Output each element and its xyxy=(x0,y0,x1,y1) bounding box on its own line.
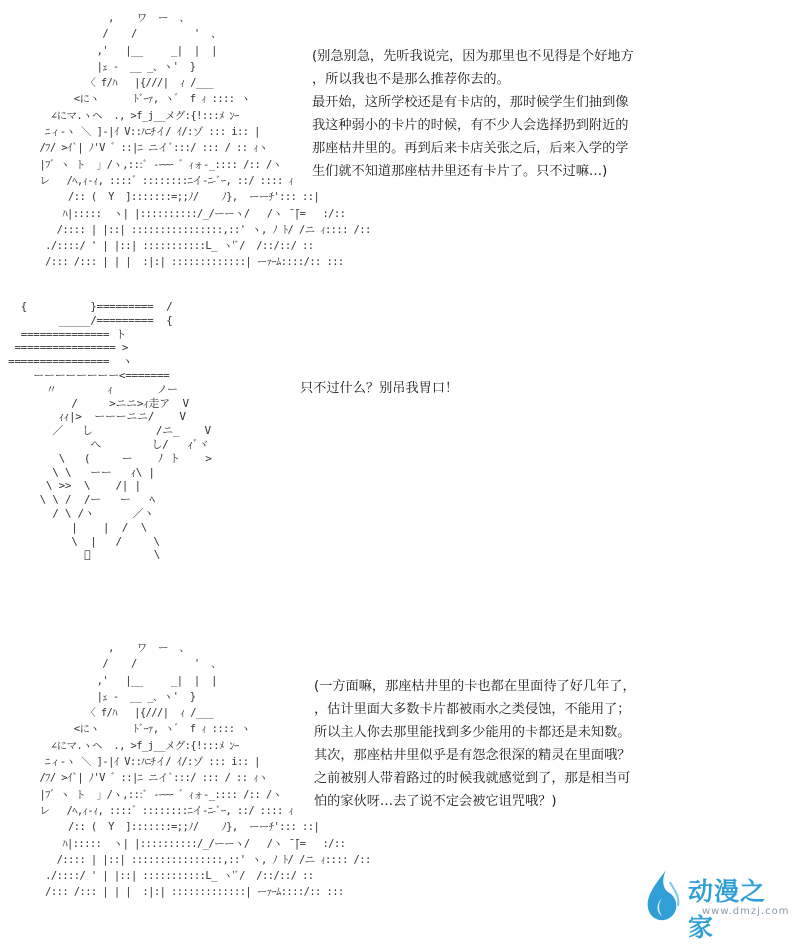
watermark-site-name: 动漫之家 xyxy=(688,877,767,942)
watermark-url: www.dmzj.com xyxy=(702,906,790,917)
dialogue-line: (一方面嘛，那座枯井里的卡也都在里面待了好几年了， xyxy=(314,679,636,694)
dialogue-line: 最开始，这所学校还是有卡店的，那时候学生们抽到像 xyxy=(312,94,629,110)
water-drop-logo-icon xyxy=(640,868,686,926)
dialogue-line: ，所以我也不是那么推荐你去的。 xyxy=(312,71,510,87)
site-watermark xyxy=(640,868,790,942)
dialogue-line: 其次，那座枯井里似乎是有怨念很深的精灵在里面哦？ xyxy=(314,747,631,763)
dialogue-line: 我这种弱小的卡片的时候，有不少人会选择扔到附近的 xyxy=(312,117,629,133)
ascii-art-character-middle: { }========= / _____/========= { ============== ト ================ > ================ ヽ ーーーーーーーー<======= 〃 ｨ ノー / >ニニ>ｨ走ア V ｨｨ|> ーーーニニ/ V ／ し /ニ_ V へ し/ ｨﾞヾ \ ( ー ﾉ ト > \ \ ーー ｨ\ | \ >> \ /| | \ \ / /ー ー ﾍ / \ /ヽ ／ヽ | | / \ \ | / \ ﾞ \ xyxy=(8,300,212,562)
dialogue-line: 生们就不知道那座枯井里还有卡片了。只不过嘛…) xyxy=(312,163,608,179)
dialogue-line-middle: 只不过什么？别吊我胃口！ xyxy=(300,381,459,396)
dialogue-line: ，估计里面大多数卡片都被雨水之类侵蚀，不能用了； xyxy=(314,701,631,717)
dialogue-block-bottom xyxy=(314,676,636,813)
dialogue-line: (别急别急，先听我说完，因为那里也不见得是个好地方 xyxy=(312,49,634,64)
ascii-art-character-top: , ワ ー 、 / / ' 、 ,' |__ _| | | |ｪ - __ _、ヽ' } 〈 f/ﾊ |{///| ｨ /___ <にヽ ﾄﾞｰｧ, ヽ゛ f ｨ :::: ヽ ∠にマ.ヽヘ ., >f_j__メグ:{!:::ﾒ ﾝｰ ﾆィ-ヽ ＼ ]-|ｲ V::ﾊﾆﾁイ/ ｲ/:ゾ ::: i:: | /ﾌ/ >ｲ`| ﾉ'V ゛::|ﾆ ニイﾞ:::/ ::: / :: ｨヽ |ﾌ゛ヽ ト 」/ヽ,:::ﾞ -ｰｰｰ ゛ｨォ-_:::: /:: /ヽ レ /ﾍ,ｨ-ｨ, ::::゛::::::::ﾆイ-ﾆ-ﾞｰ, ::/ :::: ｨ /:: ( Y ]:::::::=;;ﾉ/ ﾉ}, ーーﾁ'::: ::| ﾊ|::::: ヽ| |::::::::::/_/ーーヽ/ /ヽ ̄ ̄|= :/:: /:::: | |::| ::::::::::::::::,::' ヽ, ﾉ ﾄ/ /ニ ｨ:::: /:: ./::::/ ' | |::| :::::::::::L_ ヽ'ﾞ/ /::/::/ :: /::: /::: | | | :|:| :::::::::::::| ーｧｰﾑ::::/:: ::: xyxy=(39,12,371,269)
ascii-art-character-bottom: , ワ ー 、 / / ' 、 ,' |__ _| | | |ｪ - __ _、ヽ' } 〈 f/ﾊ |{///| ｨ /___ <にヽ ﾄﾞｰｧ, ヽ゛ f ｨ :::: ヽ ∠にマ.ヽヘ ., >f_j__メグ:{!:::ﾒ ﾝｰ ﾆィ-ヽ ＼ ]-|ｲ V::ﾊﾆﾁイ/ ｲ/:ゾ ::: i:: | /ﾌ/ >ｲ`| ﾉ'V ゛::|ﾆ ニイﾞ:::/ ::: / :: ｨヽ |ﾌ゛ヽ ト 」/ヽ,:::ﾞ -ｰｰｰ ゛ｨォ-_:::: /:: /ヽ レ /ﾍ,ｨ-ｨ, ::::゛::::::::ﾆイ-ﾆ-ﾞｰ, ::/ :::: ｨ /:: ( Y ]:::::::=;;ﾉ/ ﾉ}, ーーﾁ'::: ::| ﾊ|::::: ヽ| |::::::::::/_/ーーヽ/ /ヽ ̄ ̄|= :/:: /:::: | |::| ::::::::::::::::,::' ヽ, ﾉ ﾄ/ /ニ ｨ:::: /:: ./::::/ ' | |::| :::::::::::L_ ヽ'ﾞ/ /::/::/ :: /::: /::: | | | :|:| :::::::::::::| ーｧｰﾑ::::/:: ::: xyxy=(39,642,371,899)
dialogue-line: 怕的家伙呀…去了说不定会被它诅咒哦？) xyxy=(314,793,557,809)
dialogue-line: 所以主人你去那里能找到多少能用的卡都还是未知数。 xyxy=(314,724,631,740)
dialogue-block-top xyxy=(312,46,634,183)
dialogue-line: 那座枯井里的。再到后来卡店关张之后，后来入学的学 xyxy=(312,140,629,156)
dialogue-line: 之前被别人带着路过的时候我就感觉到了，那是相当可 xyxy=(314,770,631,786)
